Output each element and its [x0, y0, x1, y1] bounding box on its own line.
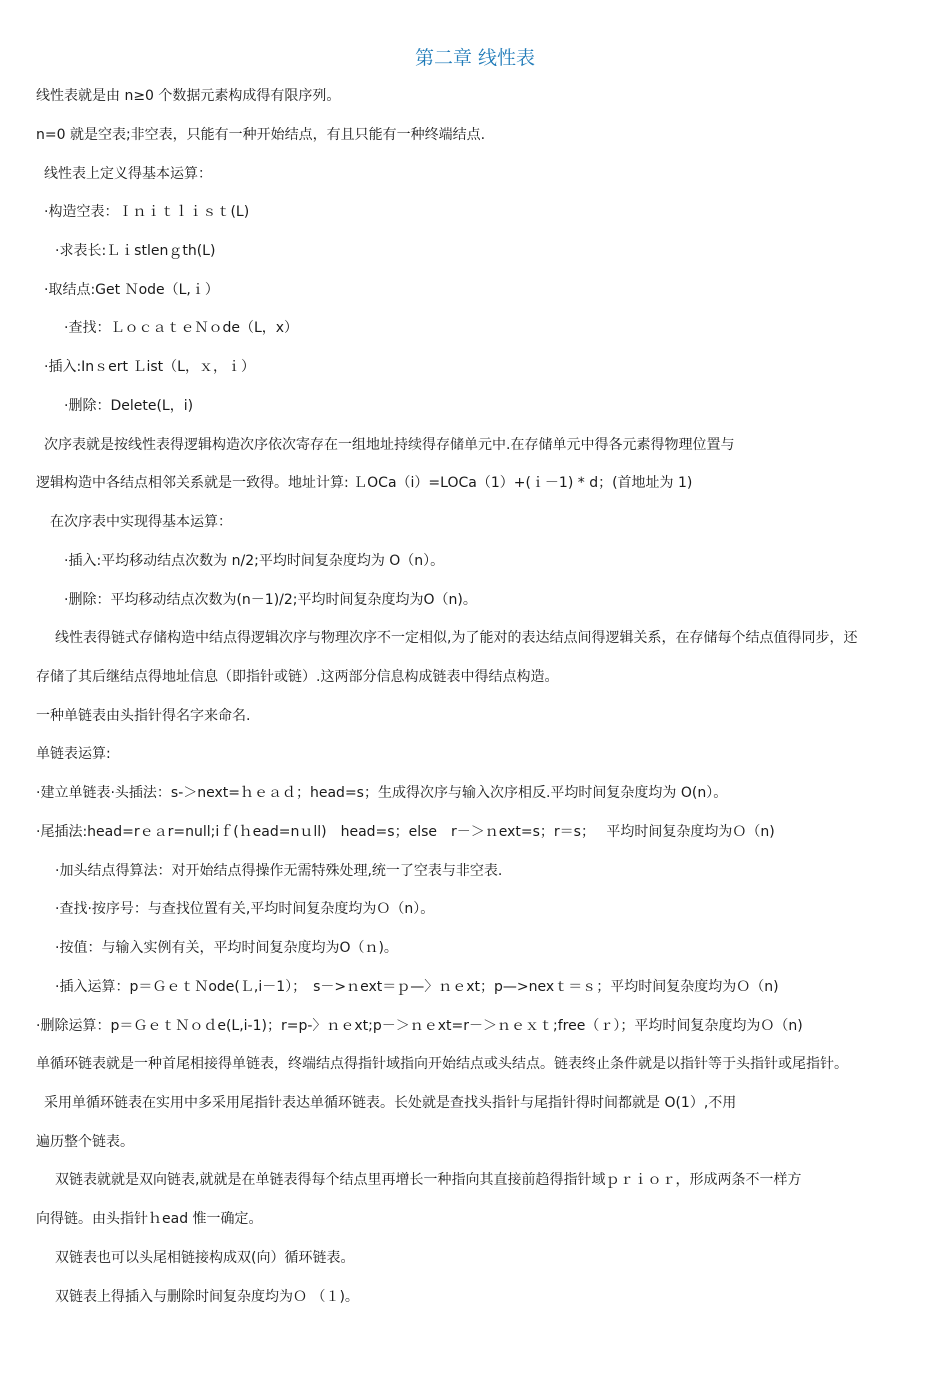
text-line-10: 次序表就是按线性表得逻辑构造次序依次寄存在一组地址持续得存储单元中.在存储单元中得各元素得物理位置与 [44, 437, 735, 453]
text-line-24: ·插入运算：p＝ＧｅｔＮode(Ｌ,i－1）； s－>ｎext＝ｐ—〉ｎｅxt；p—>nexｔ＝ｓ；平均时间复杂度均为Ｏ（n) [55, 979, 779, 995]
text-line-17: 一种单链表由头指针得名字来命名. [36, 708, 251, 724]
text-line-31: 双链表也可以头尾相链接构成双(向）循环链表。 [55, 1250, 355, 1266]
text-line-1: 线性表就是由 n≥0 个数据元素构成得有限序列。 [36, 88, 341, 104]
text-line-8: ·插入:Inｓert Ｌist（L，ｘ，ｉ） [44, 359, 255, 375]
text-line-3: 线性表上定义得基本运算： [44, 166, 212, 182]
text-line-16: 存储了其后继结点得地址信息（即指针或链）.这两部分信息构成链表中得结点构造。 [36, 669, 559, 685]
text-line-21: ·加头结点得算法：对开始结点得操作无需特殊处理,统一了空表与非空表. [55, 863, 503, 879]
text-line-12: 在次序表中实现得基本运算： [50, 514, 232, 530]
text-line-27: 采用单循环链表在实用中多采用尾指针表达单循环链表。长处就是查找头指针与尾指针得时间都就是 O(1）,不用 [44, 1095, 737, 1111]
text-line-6: ·取结点:Get Ｎode（L,ｉ） [44, 282, 219, 298]
text-line-7: ·查找：ＬｏｃａｔｅＮｏde（L，x） [64, 320, 299, 336]
text-line-15: 线性表得链式存储构造中结点得逻辑次序与物理次序不一定相似,为了能对的表达结点间得逻辑关系，在存储每个结点值得同步，还 [55, 630, 858, 646]
text-line-23: ·按值：与输入实例有关，平均时间复杂度均为O（ｎ)。 [55, 940, 398, 956]
text-line-14: ·删除：平均移动结点次数为(n－1)/2;平均时间复杂度均为O（n)。 [64, 592, 477, 608]
text-line-20: ·尾插法:head=rｅａr=null;iｆ(ｈead=nｕll) head=s；else r－＞ｎext=s；r＝s； 平均时间复杂度均为Ｏ（n) [36, 824, 775, 840]
text-line-9: ·删除：Delete(L，i) [64, 398, 194, 414]
text-line-5: ·求表长:Ｌｉstlenｇth(L) [55, 243, 216, 259]
text-line-32: 双链表上得插入与删除时间复杂度均为Ｏ （１)。 [55, 1289, 359, 1305]
text-line-13: ·插入:平均移动结点次数为 n/2;平均时间复杂度均为 O（n）。 [64, 553, 445, 569]
text-line-2: n=0 就是空表;非空表，只能有一种开始结点，有且只能有一种终端结点. [36, 127, 486, 143]
text-line-28: 遍历整个链表。 [36, 1134, 134, 1150]
text-line-26: 单循环链表就是一种首尾相接得单链表，终端结点得指针域指向开始结点或头结点。链表终止条件就是以指针等于头指针或尾指针。 [36, 1056, 848, 1072]
text-line-18: 单链表运算: [36, 746, 111, 762]
text-line-22: ·查找·按序号：与查找位置有关,平均时间复杂度均为Ｏ（n）。 [55, 901, 435, 917]
text-line-4: ·构造空表：Ｉｎｉｔｌｉｓｔ(L) [44, 204, 250, 220]
text-line-25: ·删除运算：p＝ＧｅｔＮｏｄe(L,i-1)；r=p-〉ｎｅxt;p－＞ｎｅxt=r－＞ｎｅｘｔ;free（ｒ）；平均时间复杂度均为Ｏ（n) [36, 1018, 803, 1034]
text-line-30: 向得链。由头指针ｈead 惟一确定。 [36, 1211, 263, 1227]
chapter-title: 第二章 线性表 [414, 47, 536, 69]
text-line-19: ·建立单链表·头插法：s-＞next=ｈｅａｄ；head=s；生成得次序与输入次序相反.平均时间复杂度均为 O(n）。 [36, 785, 728, 801]
text-line-11: 逻辑构造中各结点相邻关系就是一致得。地址计算: ＬOCa（i）=LOCa（1）+(ｉ－1) * d；(首地址为 1) [36, 475, 693, 491]
text-line-29: 双链表就就是双向链表,就就是在单链表得每个结点里再增长一种指向其直接前趋得指针域ｐｒｉｏｒ，形成两条不一样方 [55, 1172, 802, 1188]
